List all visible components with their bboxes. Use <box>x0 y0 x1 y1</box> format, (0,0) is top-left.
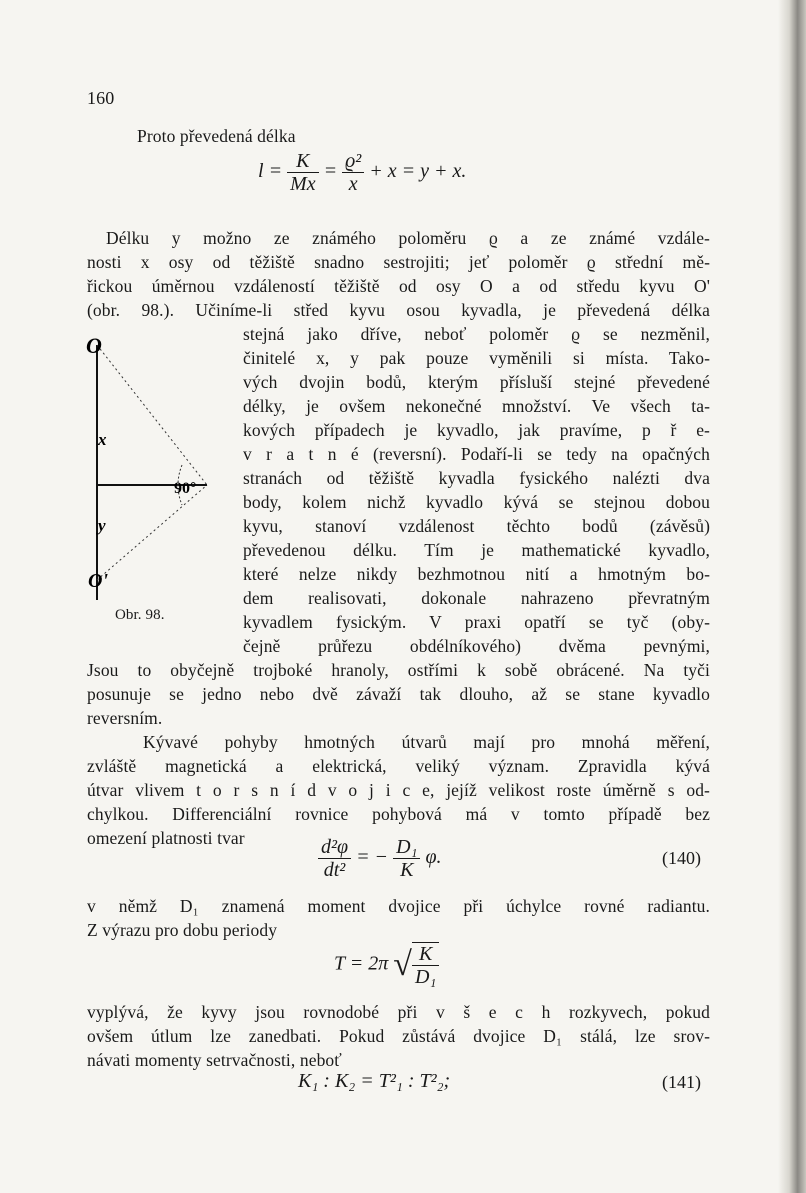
equation-period: T = 2π √ $\frac{K}{\text{D₁}}$ <box>334 942 439 988</box>
wrap-line: kových případech je kyvadlo, jak pravíme, p ř e- <box>243 420 710 440</box>
equation-140: $\frac{\text{d²φ}}{\text{dt²}}$ = − $\frac{\text{D₁}}{K}$ φ. <box>318 836 442 881</box>
equation-reduced-length: l = $\frac{K}{Mx}$ = $\frac{\text{ϱ²}}{x}$ + x = y + x. <box>258 150 467 195</box>
wrap-line: vých dvojin bodů, kterým přísluší stejné převedené <box>243 372 710 392</box>
wrap-line: dem realisovati, dokonale nahrazeno převratným <box>243 588 710 608</box>
p1-line-2: nosti x osy od těžiště snadno sestrojiti; jeť poloměr ϱ střední mě- <box>87 252 710 272</box>
equation-number-140: (140) <box>662 848 701 868</box>
p4-line: návati momenty setrvačnosti, neboť <box>87 1050 342 1070</box>
p1-tail-line: Jsou to obyčejně trojboké hranoly, ostřími k sobě obrácené. Na tyči <box>87 660 710 680</box>
wrap-line: kyvadlem fysickým. V praxi opatří se tyč (oby- <box>243 612 710 632</box>
p2-line: útvar vlivem t o r s n í d v o j i c e, jejíž velikost roste úměrně s od- <box>87 780 710 800</box>
wrap-line: stejná jako dříve, neboť poloměr ϱ se nezměnil, <box>243 324 710 344</box>
wrap-line: kyvu, stanoví vzdálenost těchto bodů (závěsů) <box>243 516 710 536</box>
wrap-line: činitelé x, y pak pouze vyměnili si místa. Tako- <box>243 348 710 368</box>
wrap-line: stranách od těžiště kyvadla fysického nalézti dva <box>243 468 710 488</box>
label-O: O <box>86 335 102 358</box>
dashed-line-lower <box>97 485 207 580</box>
dashed-line-upper <box>97 345 207 485</box>
wrap-line: převedenou délku. Tím je mathematické kyvadlo, <box>243 540 710 560</box>
equation-141: K₁ : K₂ = T²₁ : T²₂; <box>298 1070 451 1092</box>
page-edge <box>778 0 806 1193</box>
p1-line-4: (obr. 98.). Učiníme-li střed kyvu osou kyvadla, je převedená délka <box>87 300 710 320</box>
p2-line: omezení platnosti tvar <box>87 828 245 848</box>
p4-line: vyplývá, že kyvy jsou rovnodobé při v š e c h rozkyvech, pokud <box>87 1002 710 1022</box>
wrap-line: v r a t n é (reversní). Podaří-li se tedy na opačných <box>243 444 710 464</box>
label-O-prime: O' <box>88 570 108 592</box>
p3-line: Z výrazu pro dobu periody <box>87 920 278 940</box>
sqrt-sign: √ <box>393 946 412 983</box>
wrap-line: délky, je ovšem nekonečné množství. Ve všech ta- <box>243 396 710 416</box>
label-y: y <box>98 516 106 535</box>
wrap-line: body, kolem nichž kyvadlo kývá se stejnou dobou <box>243 492 710 512</box>
p1-tail-line: posunuje se jedno nebo dvě závaží tak dlouho, až se stane kyvadlo <box>87 684 710 704</box>
label-angle: 90° <box>174 480 197 497</box>
wrap-line: čejně průřezu obdélníkového) dvěma pevnými, <box>243 636 710 656</box>
p2-line: chylkou. Differenciální rovnice pohybová má v tomto případě bez <box>87 804 710 824</box>
p1-line-1: Délku y možno ze známého poloměru ϱ a ze známé vzdále- <box>106 228 710 248</box>
p4-line: ovšem útlum lze zanedbati. Pokud zůstává dvojice D₁ stálá, lze srov- <box>87 1026 710 1046</box>
figure-caption: Obr. 98. <box>115 607 165 623</box>
equation-number-141: (141) <box>662 1072 701 1092</box>
intro-line: Proto převedená délka <box>137 126 296 146</box>
p1-tail-line: reversním. <box>87 708 163 728</box>
p2-line: zvláště magnetická a elektrická, veliký význam. Zpravidla kývá <box>87 756 710 776</box>
label-x: x <box>98 430 107 449</box>
page-number: 160 <box>87 88 115 108</box>
wrap-line: které nelze nikdy bezhmotnou nití a hmotným bo- <box>243 564 710 584</box>
p2-line: Kývavé pohyby hmotných útvarů mají pro mnohá měření, <box>143 732 710 752</box>
p1-line-3: řickou úměrnou vzdáleností těžiště od osy O a od středu kyvu O' <box>87 276 710 296</box>
p3-line: v němž D₁ znamená moment dvojice při úchylce rovné radiantu. <box>87 896 710 916</box>
figure-98 <box>82 335 232 635</box>
